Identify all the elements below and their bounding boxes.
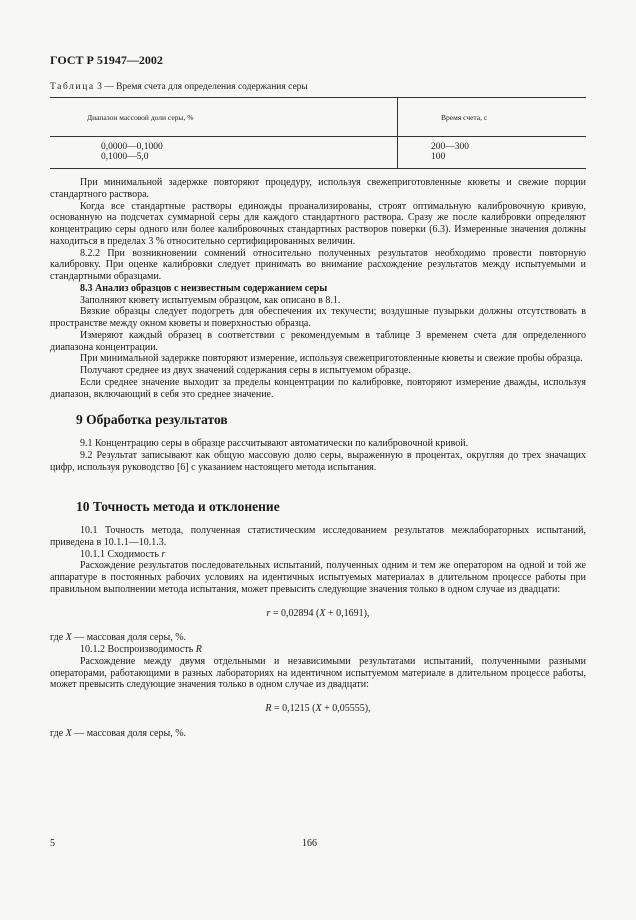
table-row [50, 137, 586, 169]
formula-part: + 0,05555), [321, 703, 371, 714]
paragraph: 9.2 Результат записывают как общую массовую долю серы, выраженную в процентах, округляя до трех значащих цифр, используя руководство [6] с указанием настоящего метода испытания. [50, 449, 586, 473]
subclause-label: 10.1.1 Сходимость [80, 548, 162, 560]
where-variable: X [65, 632, 72, 644]
paragraph: При минимальной задержке повторяют процедуру, используя свежеприготовленные кюветы и свежие порции стандартного раствора. [50, 177, 586, 200]
symbol-R: R [195, 644, 202, 655]
range-value: 0,1000—5,0 [101, 152, 149, 162]
paragraph: Заполняют кювету испытуемым образцом, как описано в 8.1. [80, 294, 341, 306]
time-value: 100 [431, 152, 446, 162]
where-part: где [50, 632, 66, 644]
formula-variable: X [315, 703, 322, 714]
standard-code: ГОСТ Р 51947—2002 [50, 53, 163, 67]
subsection-heading: 8.3 Анализ образцов с неизвестным содержанием серы [80, 282, 328, 294]
time-value: 200—300 [431, 142, 469, 152]
page-number: 166 [302, 838, 317, 849]
where-part: — массовая доля серы, %. [71, 632, 187, 644]
where-clause [50, 632, 586, 644]
footer-left-number: 5 [50, 838, 55, 849]
body-text [50, 177, 586, 740]
subclause-label: 10.1.2 Воспроизводимость [80, 644, 196, 655]
table-caption-label: Таблица [50, 82, 95, 92]
time-cell [398, 137, 587, 169]
count-time-table [50, 97, 586, 169]
paragraph: Измеряют каждый образец в соответствии с рекомендуемым в таблице 3 временем счета для определенного диапазона концентрации. [50, 329, 586, 353]
where-clause [50, 728, 586, 740]
formula-symbol: R [265, 703, 272, 714]
paragraph: Вязкие образцы следует подогреть для обеспечения их текучести; воздушные пузырьки должны отсутствовать в пространстве между окном кюветы и поверхностью образца. [50, 306, 586, 329]
paragraph: 9.1 Концентрацию серы в образце рассчитывают автоматически по калибровочной кривой. [80, 438, 469, 449]
paragraph: 8.2.2 При возникновении сомнений относительно полученных результатов необходимо провести повторную калибровку. При оценке калибровки следует принимать во внимание расхождение результатов между испытуемыми и стандартными образцами. [50, 247, 586, 282]
section-heading-9: 9 Обработка результатов [76, 412, 228, 428]
where-part: где [50, 727, 66, 739]
formula-part: + 0,1691), [325, 607, 370, 619]
formula-variable: X [319, 607, 326, 619]
paragraph [50, 549, 586, 561]
paragraph: При минимальной задержке повторяют измерение, используя свежеприготовленные кюветы и свежие пробы образца. [80, 353, 583, 365]
column-header-time: Время счета, с [398, 98, 587, 137]
range-value: 0,0000—0,1000 [101, 142, 163, 152]
paragraph: Когда все стандартные растворы единожды проанализированы, строят оптимальную калибровочную кривую, основанную на подсчетах суммарной серы для каждого стандартного раствора. Сразу же после калибровки определяют концентрацию серы одного или более калибровочных стандартных растворов поверки (6.3). Измеренные значения должны находиться в пределах 3 % относительно сертифицированных величин. [50, 200, 586, 247]
paragraph: Расхождение результатов последовательных испытаний, полученных одним и тем же оператором на одной и той же аппаратуре в постоянных рабочих условиях на идентичных испытуемых материалах в длительном процессе работы при правильном выполнении метода испытания, может превысить следующие значения только в одном случае из двадцати: [50, 560, 586, 595]
formula-part: = 0,1215 ( [271, 703, 316, 714]
column-header-range: Диапазон массовой доли серы, % [50, 98, 398, 137]
where-variable: X [65, 727, 72, 739]
where-part: — массовая доля серы, %. [71, 727, 187, 739]
range-cell [50, 137, 398, 169]
paragraph: Расхождение между двумя отдельными и независимыми результатами испытаний, полученными разными операторами, работающими в разных лабораториях на идентичном испытуемом материале в длительном процессе работы, может превысить следующие значения только в одном случае из двадцати: [50, 655, 586, 691]
symbol-r: r [161, 548, 166, 560]
paragraph [50, 644, 586, 656]
formula-part: = 0,02894 ( [270, 607, 320, 619]
paragraph: Если среднее значение выходит за пределы концентрации по калибровке, повторяют измерение дважды, используя диапазон, включающий в себя это среднее значение. [50, 376, 586, 400]
document-page [50, 0, 588, 920]
table-caption-text: 3 — Время счета для определения содержания серы [94, 82, 308, 92]
paragraph: Получают среднее из двух значений содержания серы в испытуемом образце. [80, 365, 411, 376]
formula-symbol: r [266, 607, 271, 619]
formula-reproducibility [50, 703, 586, 715]
section-heading-10: 10 Точность метода и отклонение [76, 499, 280, 515]
paragraph: 10.1 Точность метода, полученная статистическим исследованием результатов межлабораторных испытаний, приведена в 10.1.1—10.1.3. [50, 525, 586, 548]
formula-repeatability [50, 608, 586, 620]
table-caption [50, 82, 308, 92]
